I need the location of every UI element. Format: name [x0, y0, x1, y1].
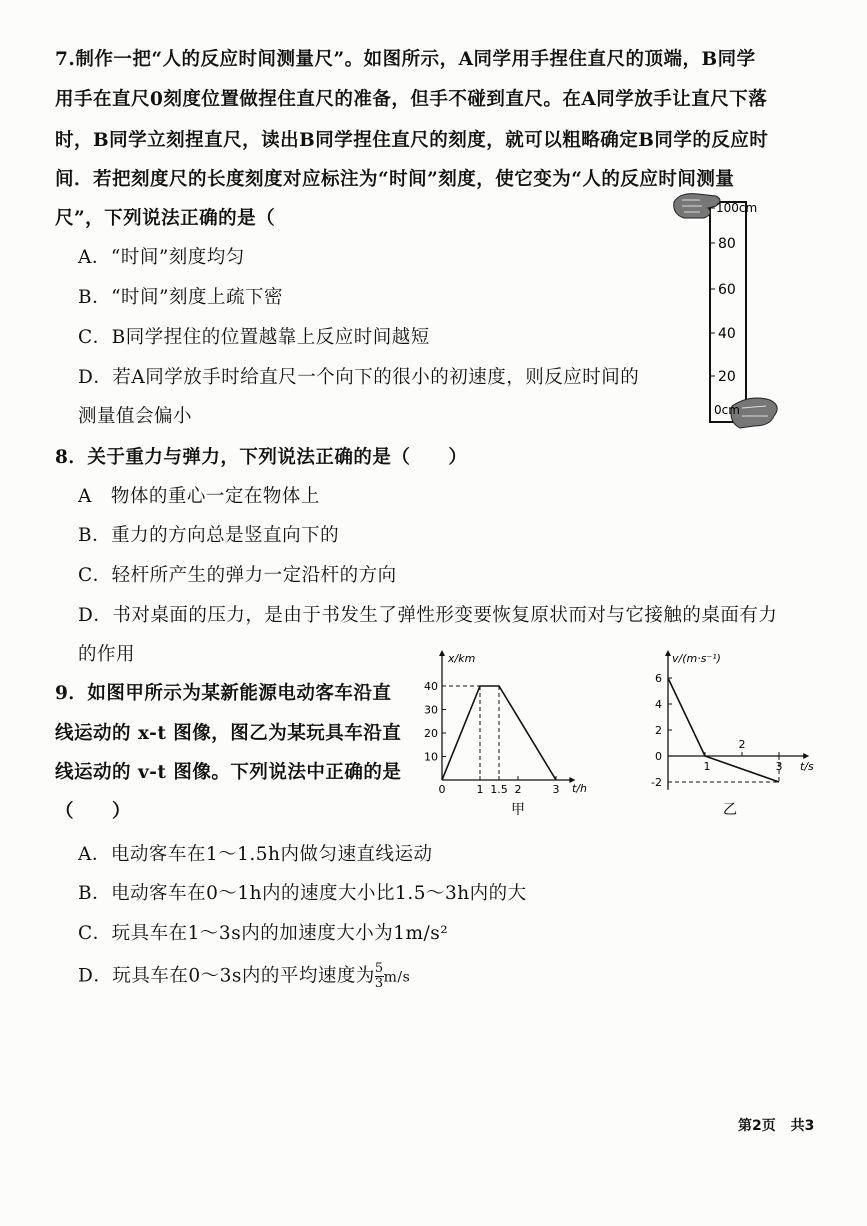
yi-y-arrow	[665, 650, 671, 656]
q8-option-d-cont: 的作用	[78, 644, 136, 665]
ruler-label-60: 60	[718, 282, 736, 298]
q8-option-c: C．轻杆所产生的弹力一定沿杆的方向	[78, 565, 397, 586]
jia-x-tick-label-4: 3	[552, 783, 560, 796]
yi-x-arrow	[803, 753, 809, 759]
q9-option-a: A．电动客车在1～1.5h内做匀速直线运动	[78, 844, 433, 865]
q9-option-d-unit: m/s	[383, 969, 411, 986]
xt-chart-jia	[418, 646, 600, 816]
yi-x-axis-label: t/s	[800, 760, 814, 773]
q9-option-b: B．电动客车在0～1h内的速度大小比1.5～3h内的大	[78, 883, 527, 904]
ruler-body	[710, 202, 746, 422]
q7-option-b: B．“时间”刻度上疏下密	[78, 287, 284, 308]
reaction-ruler-figure	[670, 190, 790, 438]
yi-y-tick-label-4: -2	[651, 776, 662, 789]
jia-x-tick-label-0: 0	[438, 783, 446, 796]
yi-y-tick-label-3: 0	[655, 750, 662, 763]
q9-option-d-fraction	[375, 962, 384, 991]
fraction-numerator: 5	[374, 961, 384, 976]
jia-x-tick-label-1: 1	[476, 783, 484, 796]
jia-x-axis-label: t/h	[572, 782, 587, 795]
yi-x-tick-label-1: 2	[738, 738, 746, 751]
q9-stem-line-3: 线运动的 v-t 图像。下列说法中正确的是	[55, 762, 402, 783]
jia-y-arrow	[439, 650, 445, 656]
q7-stem-line-3: 时，B同学立刻捏直尺，读出B同学捏住直尺的刻度，就可以粗略确定B同学的反应时	[55, 130, 769, 151]
q7-stem-line-2: 用手在直尺0刻度位置做捏住直尺的准备，但手不碰到直尺。在A同学放手让直尺下落	[55, 89, 768, 110]
q7-stem-line-4: 间．若把刻度尺的长度刻度对应标注为“时间”刻度，使它变为“人的反应时间测量	[55, 169, 735, 190]
q7-stem-line-1: 7.制作一把“人的反应时间测量尺”。如图所示，A同学用手捏住直尺的顶端，B同学	[55, 49, 756, 70]
jia-y-tick-label-1: 20	[424, 727, 438, 740]
q8-option-d: D．书对桌面的压力，是由于书发生了弹性形变要恢复原状而对与它接触的桌面有力	[78, 605, 778, 626]
jia-x-tick-label-2: 1.5	[490, 783, 508, 796]
jia-y-axis-label: x/km	[448, 652, 476, 665]
yi-y-tick-label-1: 4	[655, 698, 662, 711]
page-footer	[738, 1115, 814, 1135]
yi-y-tick-label-0: 6	[655, 672, 662, 685]
jia-y-tick-label-0: 10	[424, 750, 438, 764]
jia-y-tick-label-2: 30	[424, 703, 438, 717]
q8-stem: 8．关于重力与弹力，下列说法正确的是（ ）	[55, 447, 468, 468]
jia-x-tick-label-3: 2	[514, 783, 522, 796]
yi-x-tick-label-2: 3	[775, 760, 783, 773]
q9-option-d-text: D．玩具车在0～3s内的平均速度为	[78, 965, 375, 987]
yi-series-line	[668, 678, 779, 782]
ruler-label-0cm: 0cm	[714, 403, 740, 417]
q9-option-c: C．玩具车在1～3s内的加速度大小为1m/s²	[78, 923, 449, 944]
q8-option-a: A 物体的重心一定在物体上	[78, 486, 320, 507]
fraction-denominator: 3	[374, 976, 384, 991]
ruler-label-100cm: 100cm	[716, 201, 758, 215]
yi-y-tick-label-2: 2	[655, 724, 662, 737]
yi-caption: 乙	[723, 802, 737, 816]
q7-option-a: A．“时间”刻度均匀	[78, 247, 245, 268]
q8-option-b: B．重力的方向总是竖直向下的	[78, 525, 340, 546]
q7-stem-line-5: 尺”，下列说法正确的是（	[55, 208, 276, 229]
page-total: 共3	[790, 1118, 815, 1134]
vt-chart-yi	[642, 646, 832, 816]
q7-option-d-cont: 测量值会偏小	[78, 406, 193, 427]
ruler-label-40: 40	[718, 326, 736, 342]
q9-stem-line-1: 9．如图甲所示为某新能源电动客车沿直	[55, 683, 392, 704]
jia-y-tick-label-3: 40	[424, 680, 438, 693]
q7-option-d: D．若A同学放手时给直尺一个向下的很小的初速度，则反应时间的	[78, 367, 640, 388]
page-number: 第2页	[738, 1118, 776, 1134]
jia-caption: 甲	[511, 802, 525, 816]
q9-option-d	[78, 962, 410, 991]
q7-option-c: C．B同学捏住的位置越靠上反应时间越短	[78, 327, 430, 348]
ruler-label-80: 80	[718, 236, 736, 252]
yi-x-tick-label-0: 1	[703, 760, 711, 773]
ruler-label-20: 20	[718, 369, 736, 385]
q9-stem-line-2: 线运动的 x-t 图像，图乙为某玩具车沿直	[55, 723, 402, 744]
top-hand-icon	[674, 194, 720, 218]
q9-stem-line-4: （ ）	[55, 801, 132, 822]
yi-y-axis-label: v/(m·s⁻¹)	[672, 652, 721, 665]
